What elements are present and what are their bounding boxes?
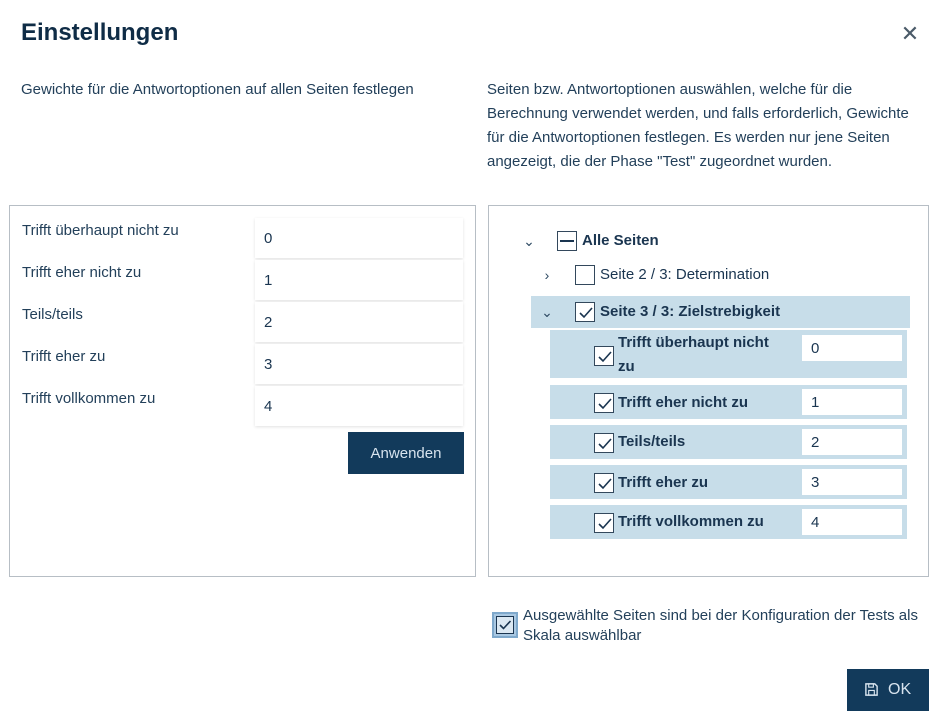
chevron-down-icon[interactable]: ⌄ bbox=[541, 304, 553, 320]
check-icon bbox=[596, 348, 614, 366]
option-checkbox[interactable] bbox=[594, 393, 614, 413]
ok-label: OK bbox=[888, 681, 912, 698]
tree-page-label: Seite 3 / 3: Zielstrebigkeit bbox=[600, 303, 781, 320]
check-icon bbox=[497, 617, 513, 633]
weight-input[interactable] bbox=[255, 302, 463, 342]
tree-root-label: Alle Seiten bbox=[582, 232, 659, 249]
weight-label: Trifft eher zu bbox=[22, 348, 106, 365]
tree-option-label: Trifft überhaupt nicht bbox=[618, 334, 769, 351]
chevron-right-icon[interactable]: › bbox=[544, 267, 550, 283]
option-weight-input[interactable] bbox=[802, 335, 902, 361]
option-checkbox[interactable] bbox=[594, 473, 614, 493]
weight-row bbox=[10, 212, 475, 254]
option-checkbox[interactable] bbox=[594, 346, 614, 366]
save-icon bbox=[864, 682, 879, 697]
page-checkbox[interactable] bbox=[575, 302, 595, 322]
weight-label: Teils/teils bbox=[22, 306, 83, 323]
weight-row bbox=[10, 338, 475, 380]
option-checkbox[interactable] bbox=[594, 513, 614, 533]
weight-label: Trifft vollkommen zu bbox=[22, 390, 156, 407]
tree-option-label: zu bbox=[618, 358, 635, 375]
close-icon[interactable]: ✕ bbox=[900, 21, 920, 46]
root-checkbox[interactable] bbox=[557, 231, 577, 251]
chevron-down-icon[interactable]: ⌄ bbox=[523, 233, 535, 249]
check-icon bbox=[596, 515, 614, 533]
ok-button[interactable] bbox=[847, 669, 929, 711]
tree-option-label: Trifft eher nicht zu bbox=[618, 394, 749, 411]
scale-checkbox[interactable] bbox=[492, 612, 518, 638]
right-description: Seiten bzw. Antwortoptionen auswählen, welche für die Berechnung verwendet werden, und falls erforderlich, Gewichte für die Antwortoptionen festlegen. Es werden nur jene Seiten angezeigt, die der Phase "Test" zugeordnet wurden. bbox=[487, 81, 909, 170]
option-weight-input[interactable] bbox=[802, 429, 902, 455]
tree-option-label: Teils/teils bbox=[618, 433, 686, 450]
check-icon bbox=[596, 395, 614, 413]
option-weight-input[interactable] bbox=[802, 469, 902, 495]
tree-page-label: Seite 2 / 3: Determination bbox=[600, 266, 770, 283]
tree-option-row bbox=[550, 465, 907, 499]
weight-label: Trifft eher nicht zu bbox=[22, 264, 142, 281]
option-weight-input[interactable] bbox=[802, 509, 902, 535]
weight-row bbox=[10, 380, 475, 422]
page-tree-panel bbox=[488, 205, 929, 577]
tree-option-row bbox=[550, 385, 907, 419]
option-checkbox[interactable] bbox=[594, 433, 614, 453]
weight-row bbox=[10, 296, 475, 338]
weight-label: Trifft überhaupt nicht zu bbox=[22, 222, 179, 239]
scale-checkbox-label: Ausgewählte Seiten sind bei der Konfiguration der Tests als Skala auswählbar bbox=[523, 607, 918, 644]
page-checkbox[interactable] bbox=[575, 265, 595, 285]
option-weight-input[interactable] bbox=[802, 389, 902, 415]
tree-option-row bbox=[550, 425, 907, 459]
weight-input[interactable] bbox=[255, 260, 463, 300]
tree-option-row bbox=[550, 505, 907, 539]
dialog-title: Einstellungen bbox=[21, 19, 179, 46]
weight-input[interactable] bbox=[255, 218, 463, 258]
weight-input[interactable] bbox=[255, 344, 463, 384]
global-weights-panel bbox=[9, 205, 476, 577]
tree-page-row-selected bbox=[531, 296, 910, 328]
tree-option-row bbox=[550, 330, 907, 378]
tree-root-row bbox=[489, 225, 919, 257]
check-icon bbox=[596, 475, 614, 493]
tree-option-label: Trifft vollkommen zu bbox=[618, 513, 764, 530]
weight-row bbox=[10, 254, 475, 296]
weight-input[interactable] bbox=[255, 386, 463, 426]
left-description: Gewichte für die Antwortoptionen auf allen Seiten festlegen bbox=[21, 81, 414, 98]
check-icon bbox=[577, 304, 595, 322]
check-icon bbox=[596, 435, 614, 453]
tree-option-label: Trifft eher zu bbox=[618, 474, 709, 491]
apply-button[interactable]: Anwenden bbox=[348, 432, 464, 474]
tree-page-row bbox=[489, 259, 919, 291]
